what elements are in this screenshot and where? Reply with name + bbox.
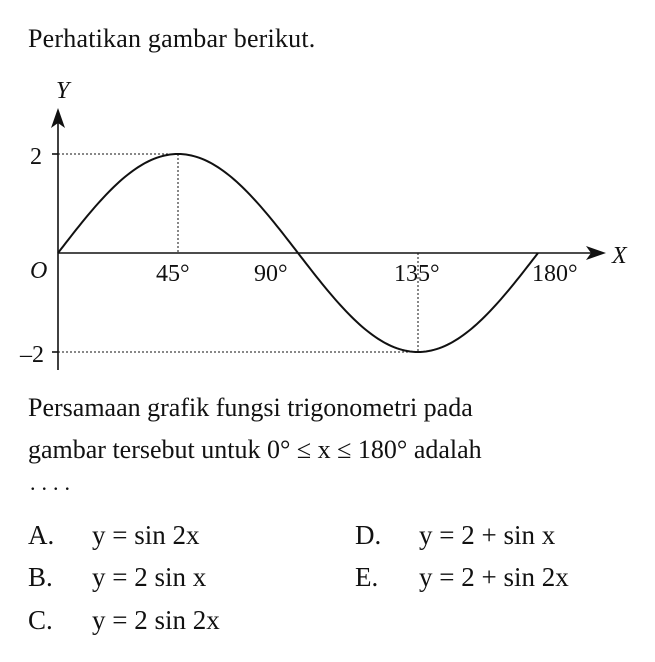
option-b[interactable] bbox=[28, 562, 206, 593]
option-a-label: A. bbox=[28, 520, 55, 550]
origin-label: O bbox=[30, 258, 48, 284]
y-ticks bbox=[52, 154, 58, 352]
question-line-2: gambar tersebut untuk 0° ≤ x ≤ 180° adalah bbox=[28, 435, 482, 464]
option-c-label: C. bbox=[28, 605, 53, 635]
x-axis-label: X bbox=[612, 243, 627, 269]
question-text bbox=[28, 387, 638, 471]
option-e[interactable] bbox=[355, 562, 569, 593]
option-c[interactable] bbox=[28, 605, 220, 636]
x-tick-label-180: 180° bbox=[532, 261, 578, 287]
option-a[interactable] bbox=[28, 520, 200, 551]
y-tick-label-2: 2 bbox=[30, 144, 42, 170]
axes bbox=[58, 118, 592, 370]
option-b-equation: y = 2 sin x bbox=[92, 562, 207, 592]
question-line-1: Persamaan grafik fungsi trigonometri pada bbox=[28, 393, 473, 422]
option-b-label: B. bbox=[28, 562, 53, 592]
x-tick-label-90: 90° bbox=[254, 261, 288, 287]
option-e-label: E. bbox=[355, 562, 379, 592]
option-a-equation: y = sin 2x bbox=[92, 520, 200, 550]
x-tick-label-135: 135° bbox=[394, 261, 440, 287]
option-d[interactable] bbox=[355, 520, 555, 551]
option-d-equation: y = 2 + sin x bbox=[419, 520, 556, 550]
option-e-equation: y = 2 + sin 2x bbox=[419, 562, 569, 592]
y-tick-label-neg2: –2 bbox=[20, 342, 44, 368]
intro-text: Perhatikan gambar berikut. bbox=[28, 24, 316, 53]
y-axis-label: Y bbox=[56, 78, 70, 104]
x-tick-label-45: 45° bbox=[156, 261, 190, 287]
option-c-equation: y = 2 sin 2x bbox=[92, 605, 220, 635]
option-d-label: D. bbox=[355, 520, 382, 550]
question-dots: .... bbox=[30, 470, 76, 495]
